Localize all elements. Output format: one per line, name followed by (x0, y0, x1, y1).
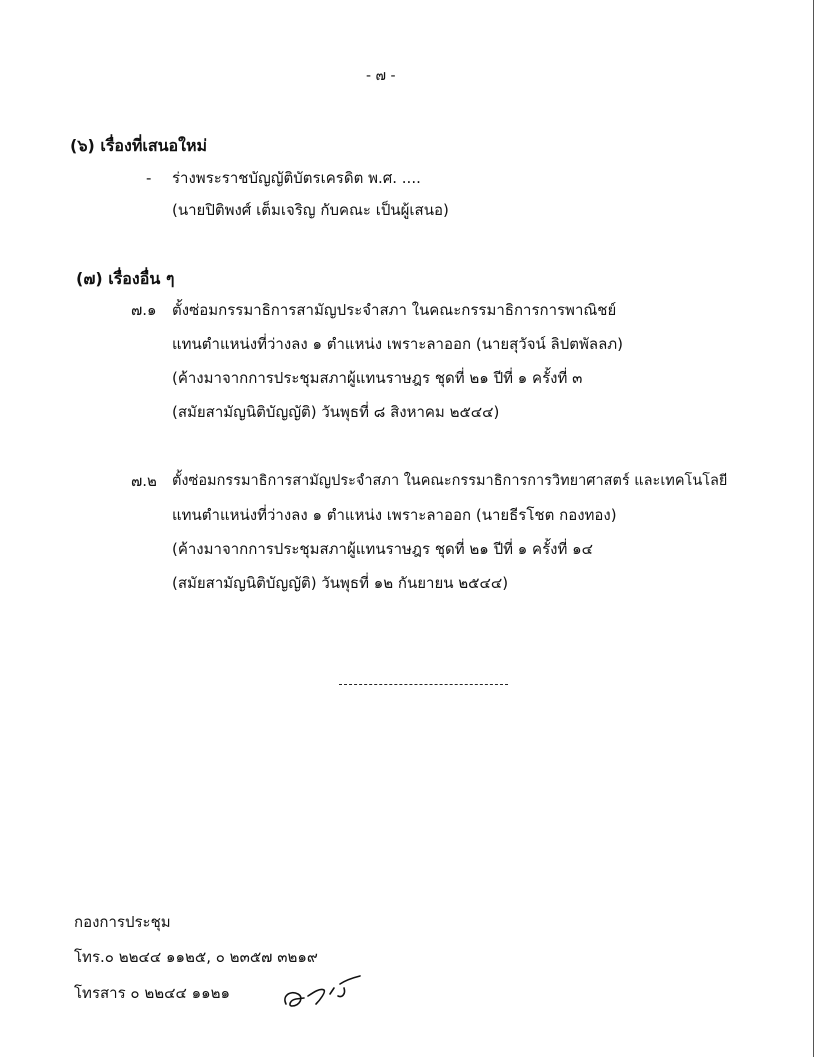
footer-phone: โทร.๐ ๒๒๔๔ ๑๑๒๕, ๐ ๒๓๕๗ ๓๒๑๙ (74, 948, 318, 966)
item-7-1-line1: ตั้งซ่อมกรรมาธิการสามัญประจำสภา ในคณะกรรมาธิการการพาณิชย์ (172, 301, 617, 319)
item-7-1-line4: (สมัยสามัญนิติบัญญัติ) วันพุธที่ ๘ สิงหาคม ๒๕๔๔) (172, 403, 500, 421)
footer-office: กองการประชุม (74, 913, 171, 931)
item-7-1-line2: แทนตำแหน่งที่ว่างลง ๑ ตำแหน่ง เพราะลาออก (นายสุวัจน์ ลิปตพัลลภ) (172, 335, 624, 353)
end-divider (339, 684, 508, 685)
scan-edge (813, 0, 814, 1057)
item-7-1-line3: (ค้างมาจากการประชุมสภาผู้แทนราษฎร ชุดที่ ๒๑ ปีที่ ๑ ครั้งที่ ๓ (172, 369, 583, 387)
section-6-bullet: - (146, 169, 152, 187)
footer-fax: โทรสาร ๐ ๒๒๔๔ ๑๑๒๑ (74, 984, 231, 1002)
item-7-2-line3: (ค้างมาจากการประชุมสภาผู้แทนราษฎร ชุดที่ ๒๑ ปีที่ ๑ ครั้งที่ ๑๔ (172, 540, 593, 558)
section-6-proposer: (นายปิติพงศ์ เต็มเจริญ กับคณะ เป็นผู้เสนอ) (172, 201, 449, 219)
handwritten-initials-icon (280, 966, 370, 1016)
section-6-item: ร่างพระราชบัญญัติบัตรเครดิต พ.ศ. .... (172, 169, 421, 187)
item-7-2-number: ๗.๒ (131, 472, 157, 490)
section-6-heading: (๖) เรื่องที่เสนอใหม่ (70, 136, 208, 155)
item-7-2-line4: (สมัยสามัญนิติบัญญัติ) วันพุธที่ ๑๒ กันยายน ๒๕๔๔) (172, 574, 509, 592)
item-7-1-number: ๗.๑ (131, 301, 157, 319)
item-7-2-line1: ตั้งซ่อมกรรมาธิการสามัญประจำสภา ในคณะกรรมาธิการการวิทยาศาสตร์ และเทคโนโลยี (172, 473, 728, 489)
page-number: - ๗ - (366, 68, 396, 84)
item-7-2-line2: แทนตำแหน่งที่ว่างลง ๑ ตำแหน่ง เพราะลาออก (นายธีรโชต กองทอง) (172, 506, 617, 524)
section-7-heading: (๗) เรื่องอื่น ๆ (76, 269, 175, 288)
